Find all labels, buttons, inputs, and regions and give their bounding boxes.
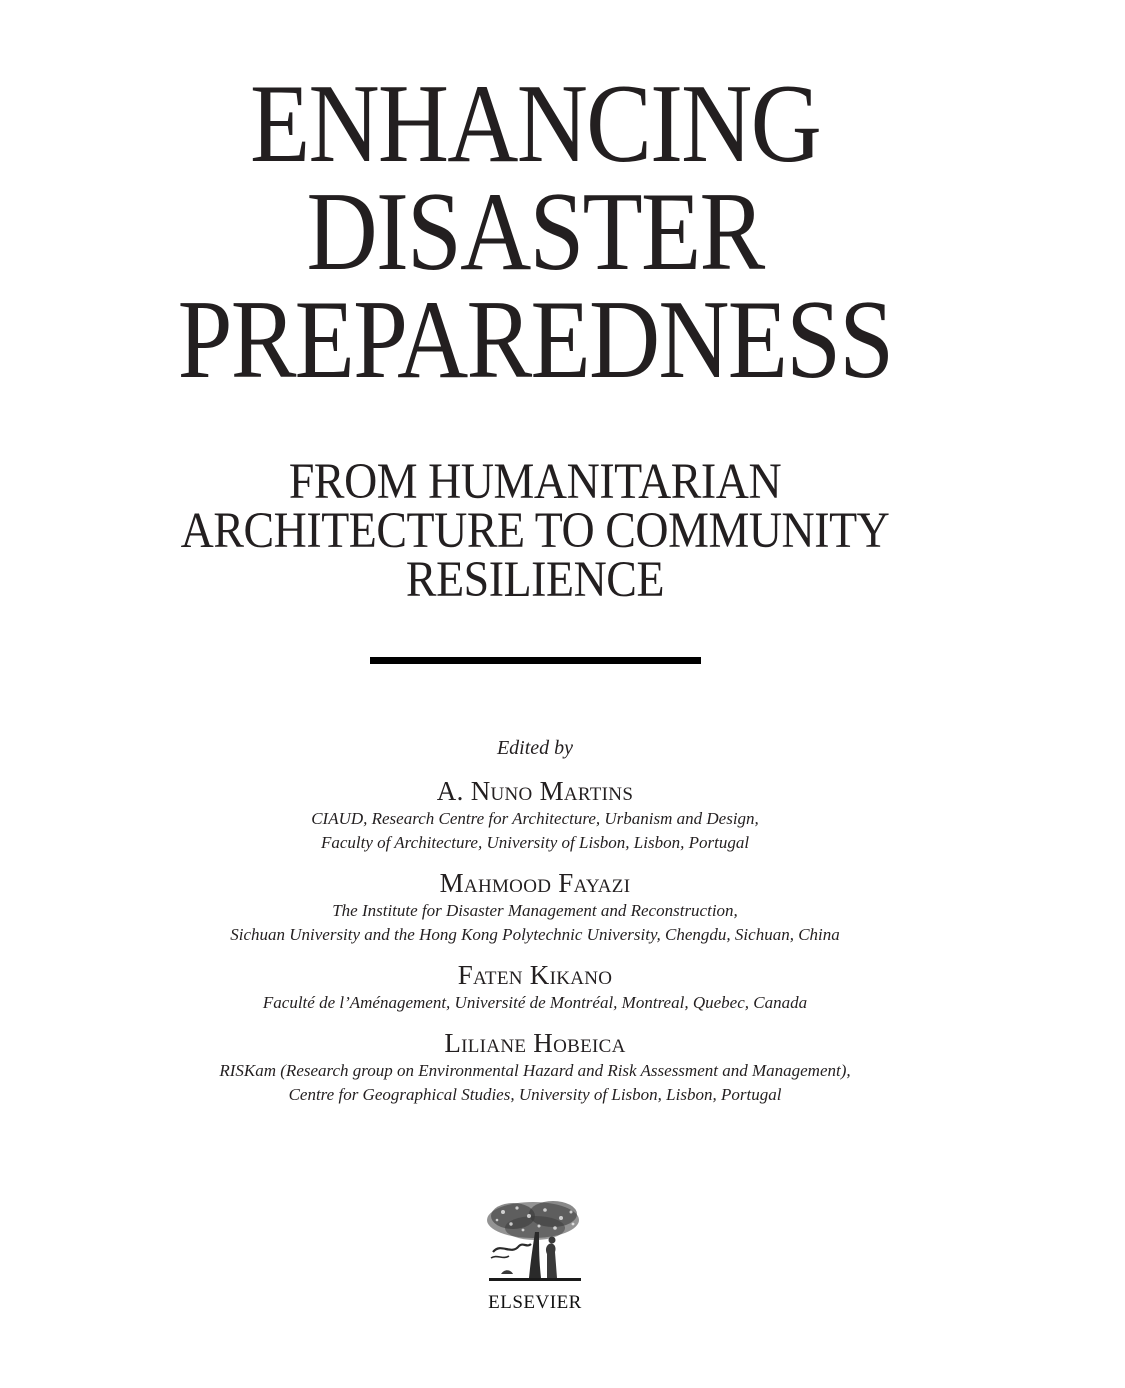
editor-name: Faten Kikano <box>457 960 613 990</box>
editor-affiliation-line: Faculty of Architecture, University of Lisbon, Lisbon, Portugal <box>320 833 750 852</box>
editor-entry <box>0 959 1070 1015</box>
editor-name: A. Nuno Martins <box>436 776 634 806</box>
subtitle-line-3: RESILIENCE <box>405 552 665 608</box>
editor-entry <box>0 867 1070 947</box>
elsevier-tree-logo-icon <box>483 1198 587 1290</box>
editor-entry <box>0 1027 1070 1107</box>
divider-rule <box>370 657 701 664</box>
title-line-2: DISASTER <box>306 170 764 294</box>
editor-name: Liliane Hobeica <box>444 1028 626 1058</box>
editor-affiliation-line: Faculté de l’Aménagement, Université de Montréal, Montreal, Quebec, Canada <box>262 993 808 1012</box>
editor-entry <box>0 775 1070 855</box>
book-subtitle <box>0 454 1070 608</box>
editor-affiliation-line: CIAUD, Research Centre for Architecture, Urbanism and Design, <box>311 809 759 828</box>
subtitle-line-1: FROM HUMANITARIAN <box>288 454 782 510</box>
edited-by-label: Edited by <box>496 737 574 759</box>
editors-section <box>0 735 1070 1119</box>
editor-affiliation-line: Sichuan University and the Hong Kong Polytechnic University, Chengdu, Sichuan, China <box>230 925 840 944</box>
editor-affiliation-line: The Institute for Disaster Management and Reconstruction, <box>332 901 738 920</box>
title-line-3: PREPAREDNESS <box>177 278 893 402</box>
book-title <box>0 62 1070 402</box>
editor-affiliation-line: Centre for Geographical Studies, University of Lisbon, Lisbon, Portugal <box>288 1085 782 1104</box>
editor-affiliation-line: RISKam (Research group on Environmental Hazard and Risk Assessment and Management), <box>219 1061 851 1080</box>
publisher-name: ELSEVIER <box>488 1292 582 1313</box>
subtitle-line-2: ARCHITECTURE TO COMMUNITY <box>180 503 890 559</box>
publisher-mark <box>480 1198 590 1314</box>
title-line-1: ENHANCING <box>250 62 820 186</box>
editor-name: Mahmood Fayazi <box>439 868 631 898</box>
